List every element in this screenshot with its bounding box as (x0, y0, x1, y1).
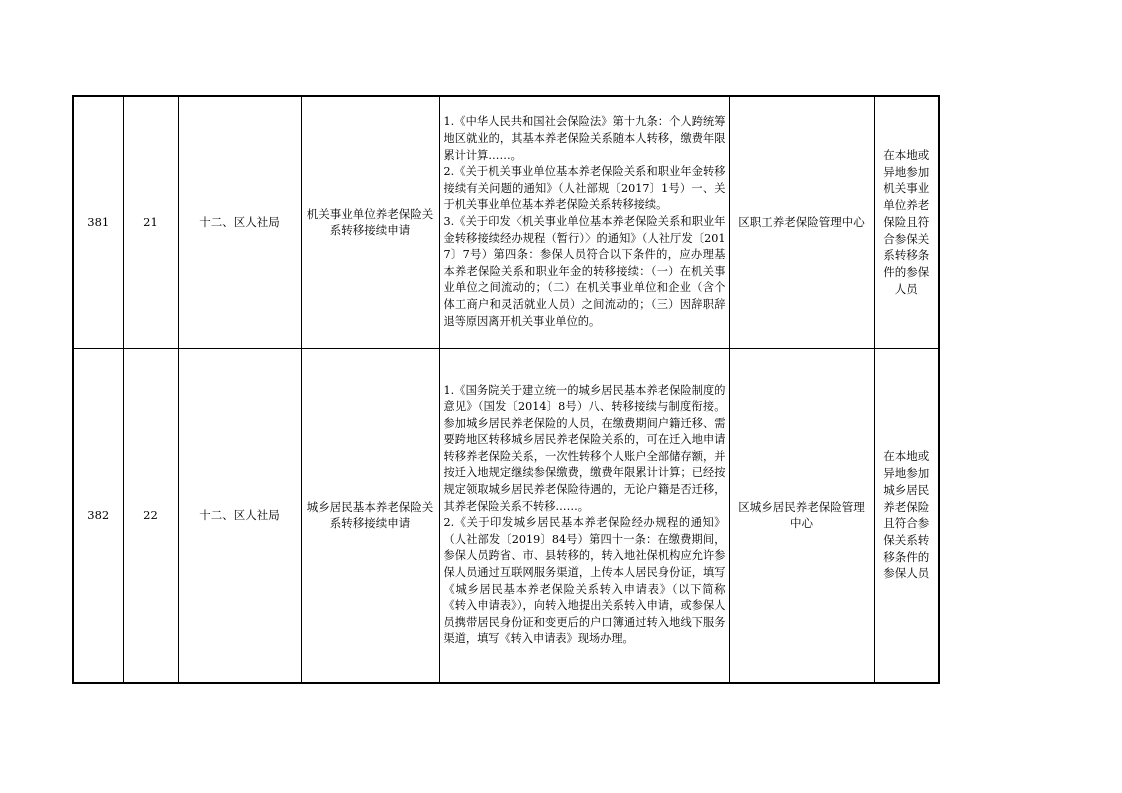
basis-clause: 2.《关于机关事业单位基本养老保险关系和职业年金转移接续有关问题的通知》（人社部规〔2017〕1号）一、关于机关事业单位基本养老保险关系转移接续。 (443, 165, 726, 212)
sub-seq-cell: 21 (123, 96, 178, 348)
basis-clause: 1.《国务院关于建立统一的城乡居民基本养老保险制度的意见》（国发〔2014〕8号）八、转移接续与制度衔接。参加城乡居民养老保险的人员，在缴费期间户籍迁移、需要跨地区转移城乡居民养老保险关系的，可在迁入地申请转移养老保险关系，一次性转移个人账户全部储存额，并按迁入地规定继续参保缴费，缴费年限累计计算；已经按规定领取城乡居民养老保险待遇的，无论户籍是否迁移，其养老保险关系不转移……。 (443, 383, 726, 513)
legal-basis-cell (439, 348, 729, 683)
basis-clause: 1.《中华人民共和国社会保险法》第十九条：个人跨统筹地区就业的，其基本养老保险关系随本人转移，缴费年限累计计算……。 (443, 115, 726, 162)
handling-unit-cell: 区职工养老保险管理中心 (729, 96, 874, 348)
table-row (73, 348, 939, 683)
table-row (73, 96, 939, 348)
basis-clause: 3.《关于印发〈机关事业单位基本养老保险关系和职业年金转移接续经办规程（暂行）〉的通知》（人社厅发〔2017〕7号）第四条：参保人员符合以下条件的，应办理基本养老保险关系和职业年金的转移接续：（一）在机关事业单位之间流动的；（二）在机关事业单位和企业（含个体工商户和灵活就业人员）之间流动的；（三）因辞职辞退等原因离开机关事业单位的。 (443, 214, 726, 328)
service-items-table (72, 95, 940, 684)
seq-cell: 382 (73, 348, 123, 683)
handling-unit-cell: 区城乡居民养老保险管理中心 (729, 348, 874, 683)
legal-basis-cell (439, 96, 729, 348)
basis-clause: 2.《关于印发城乡居民基本养老保险经办规程的通知》（人社部发〔2019〕84号）第四十一条：在缴费期间，参保人员跨省、市、县转移的，转入地社保机构应允许参保人员通过互联网服务渠道，上传本人居民身份证，填写《城乡居民基本养老保险关系转入申请表》（以下简称《转入申请表》），向转入地提出关系转入申请，或参保人员携带居民身份证和变更后的户口簿通过转入地线下服务渠道，填写《转入申请表》现场办理。 (443, 516, 726, 646)
department-cell: 十二、区人社局 (178, 96, 301, 348)
seq-cell: 381 (73, 96, 123, 348)
conditions-cell: 在本地或异地参加城乡居民养老保险且符合参保关系转移条件的参保人员 (874, 348, 939, 683)
department-cell: 十二、区人社局 (178, 348, 301, 683)
item-name-cell: 机关事业单位养老保险关系转移接续申请 (301, 96, 439, 348)
conditions-cell: 在本地或异地参加机关事业单位养老保险且符合参保关系转移条件的参保人员 (874, 96, 939, 348)
sub-seq-cell: 22 (123, 348, 178, 683)
item-name-cell: 城乡居民基本养老保险关系转移接续申请 (301, 348, 439, 683)
